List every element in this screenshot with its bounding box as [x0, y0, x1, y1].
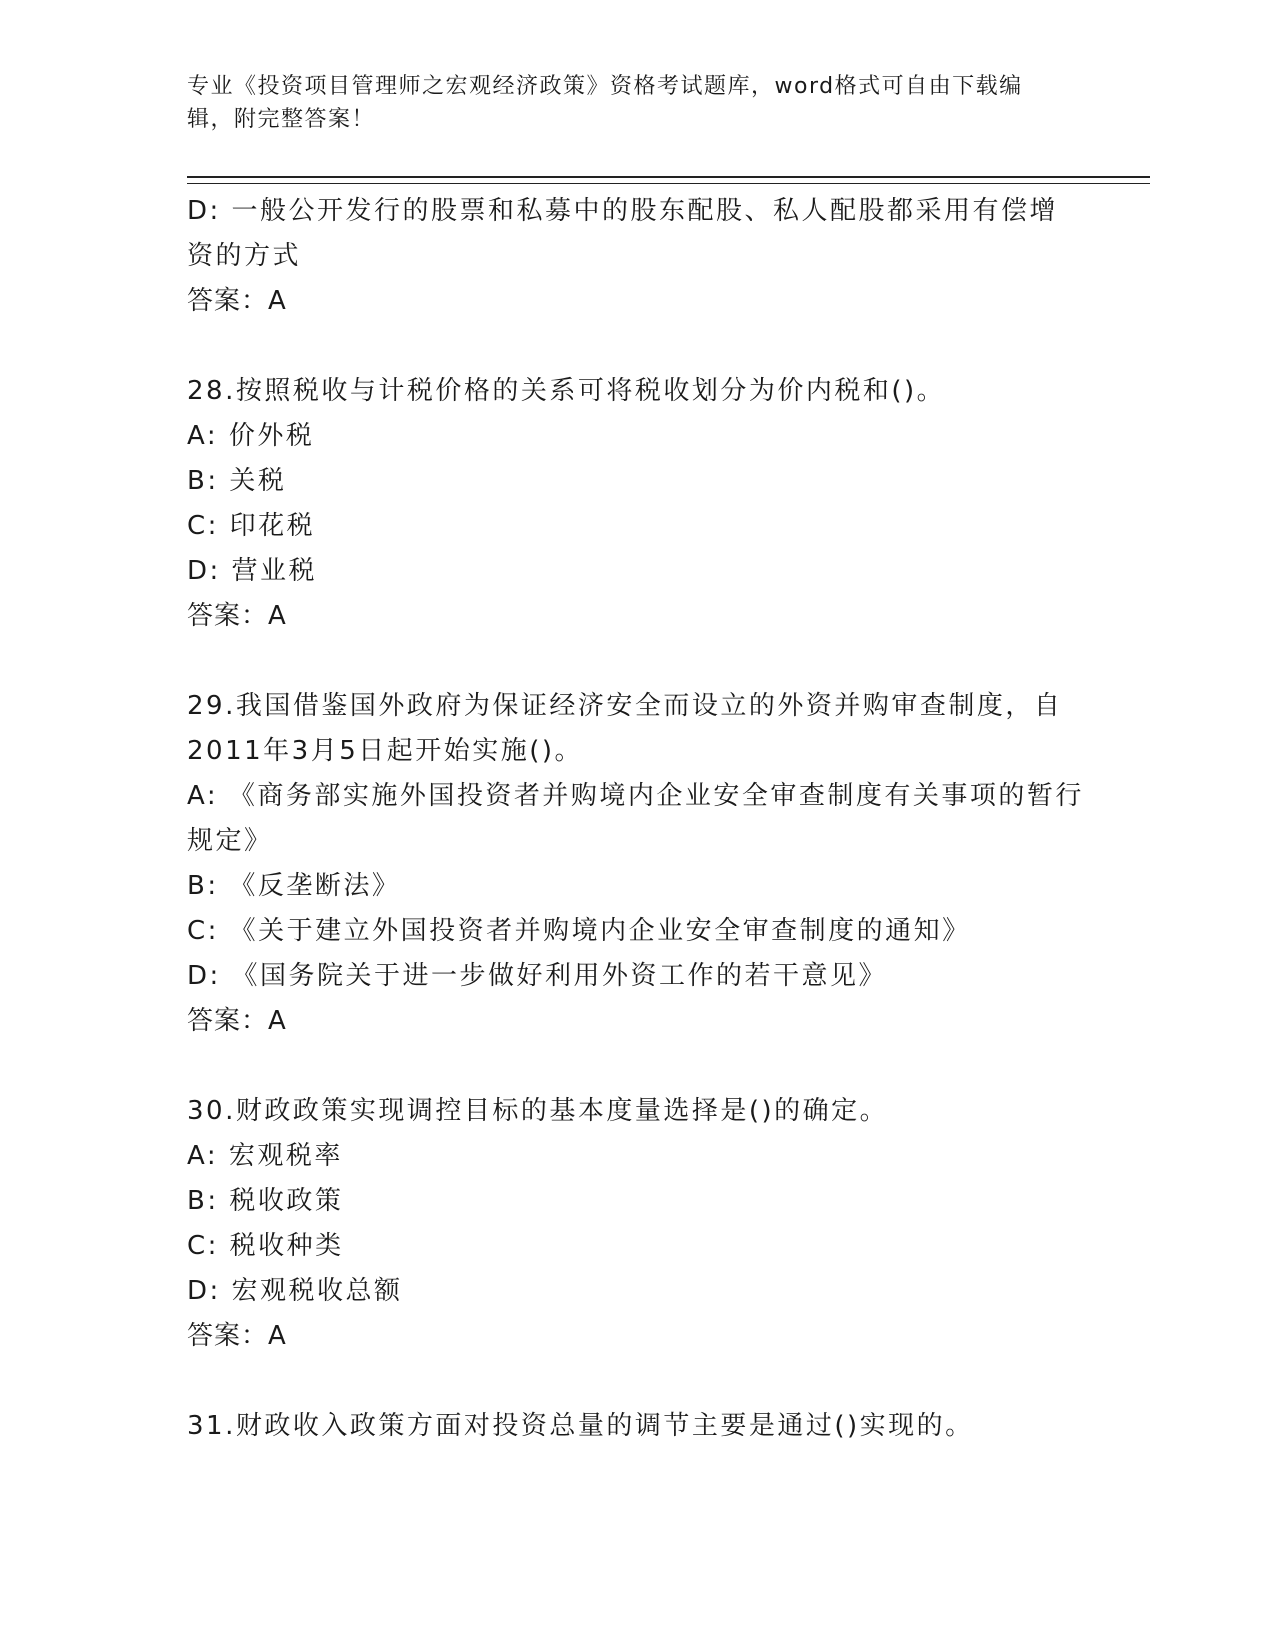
- question-31: [187, 1404, 1087, 1449]
- question-stem: 29.我国借鉴国外政府为保证经济安全而设立的外资并购审查制度，自2011年3月5日起开始实施()。: [187, 691, 1063, 766]
- question-stem: 31.财政收入政策方面对投资总量的调节主要是通过()实现的。: [187, 1411, 974, 1441]
- question-30: [187, 1089, 1087, 1359]
- header-rule-thin: [187, 183, 1150, 184]
- option-b: B: 税收政策: [187, 1186, 344, 1216]
- option-c: C: 税收种类: [187, 1231, 344, 1261]
- option-c: C: 《关于建立外国投资者并购境内企业安全审查制度的通知》: [187, 916, 971, 946]
- spacer: [187, 639, 1087, 684]
- option-a: A: 价外税: [187, 421, 315, 451]
- option-a: A: 宏观税率: [187, 1141, 343, 1171]
- question-29: [187, 684, 1087, 1044]
- document-header: [187, 70, 1067, 136]
- option-b: B: 关税: [187, 466, 287, 496]
- header-text: 专业《投资项目管理师之宏观经济政策》资格考试题库，word格式可自由下载编辑，附完整答案！: [187, 74, 1023, 132]
- header-rule-thick: [187, 176, 1150, 178]
- question-stem: 28.按照税收与计税价格的关系可将税收划分为价内税和()。: [187, 376, 946, 406]
- answer: 答案：A: [187, 1006, 287, 1036]
- option-d: D: 营业税: [187, 556, 318, 586]
- option-c: C: 印花税: [187, 511, 316, 541]
- answer: 答案：A: [187, 1321, 287, 1351]
- option-d: D: 《国务院关于进一步做好利用外资工作的若干意见》: [187, 961, 888, 991]
- spacer: [187, 1044, 1087, 1089]
- option-b: B: 《反垄断法》: [187, 871, 401, 901]
- answer: 答案：A: [187, 601, 287, 631]
- option-a: A: 《商务部实施外国投资者并购境内企业安全审查制度有关事项的暂行规定》: [187, 781, 1084, 856]
- question-28: [187, 369, 1087, 639]
- question-list: [187, 189, 1087, 1449]
- prev-option-d: D: 一般公开发行的股票和私募中的股东配股、私人配股都采用有偿增资的方式: [187, 196, 1059, 271]
- question-stem: 30.财政政策实现调控目标的基本度量选择是()的确定。: [187, 1096, 889, 1126]
- prev-answer: 答案：A: [187, 286, 287, 316]
- option-d: D: 宏观税收总额: [187, 1276, 403, 1306]
- spacer: [187, 1359, 1087, 1404]
- spacer: [187, 324, 1087, 369]
